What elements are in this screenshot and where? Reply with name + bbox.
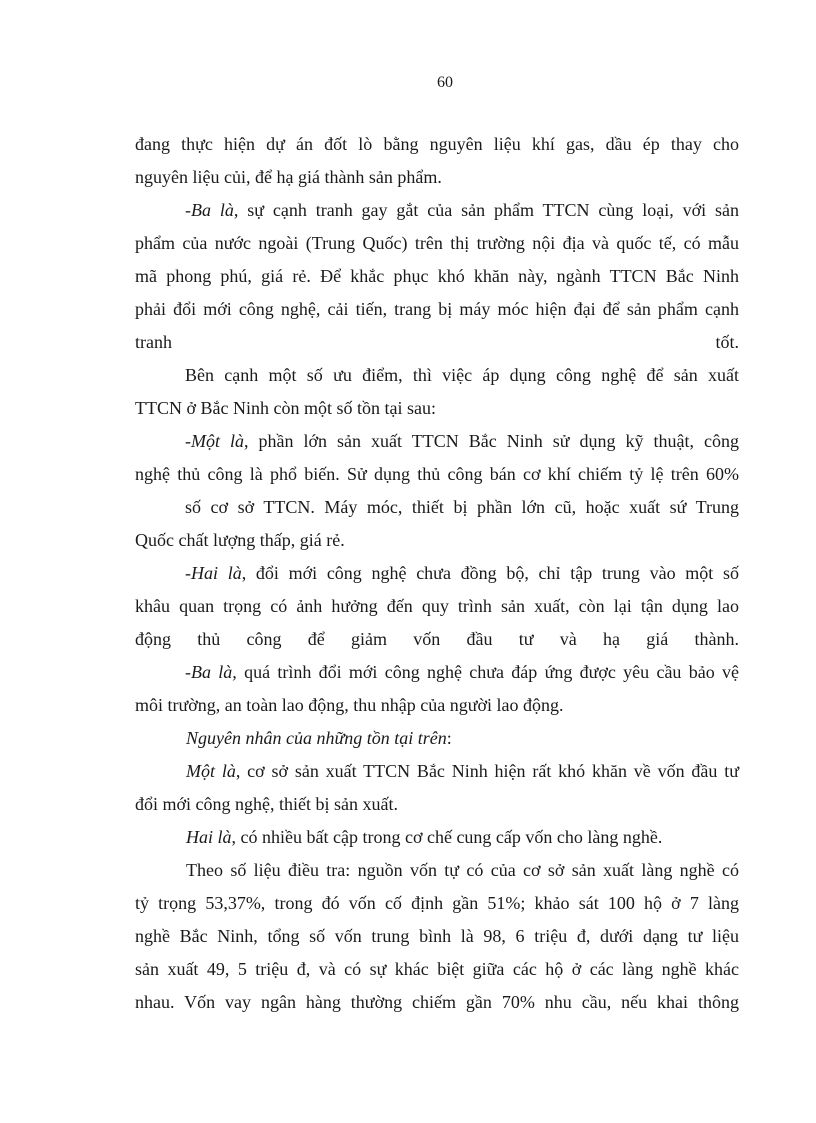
text-line: mã phong phú, giá rẻ. Để khắc phục khó khăn này, ngành TTCN Bắc Ninh (135, 266, 739, 286)
text-line: Bên cạnh một số ưu điểm, thì việc áp dụng công nghệ để sản xuất (185, 365, 739, 385)
text-line: -Một là, phần lớn sản xuất TTCN Bắc Ninh sử dụng kỹ thuật, công (185, 431, 739, 451)
text-line: phải đổi mới công nghệ, cải tiến, trang bị máy móc hiện đại để sản phẩm cạnh (135, 299, 739, 319)
text-line: -Ba là, sự cạnh tranh gay gắt của sản phẩm TTCN cùng loại, với sản (185, 200, 739, 220)
enumeration-lead: Một là (186, 761, 236, 781)
enumeration-lead: -Một là (185, 431, 244, 451)
text-line: nghệ thủ công là phổ biến. Sử dụng thủ công bán cơ khí chiếm tỷ lệ trên 60% (135, 464, 739, 484)
text-line: khâu quan trọng có ảnh hưởng đến quy trình sản xuất, còn lại tận dụng lao (135, 596, 739, 616)
text-line: Hai là, có nhiều bất cập trong cơ chế cung cấp vốn cho làng nghề. (186, 827, 663, 847)
text-line: đổi mới công nghệ, thiết bị sản xuất. (135, 794, 398, 814)
page-number: 60 (437, 74, 453, 91)
text-line: phẩm của nước ngoài (Trung Quốc) trên thị trường nội địa và quốc tế, có mẫu (135, 233, 739, 253)
text-line: số cơ sở TTCN. Máy móc, thiết bị phần lớn cũ, hoặc xuất sứ Trung (185, 497, 739, 517)
text-line: Một là, cơ sở sản xuất TTCN Bắc Ninh hiện rất khó khăn về vốn đầu tư (186, 761, 740, 781)
text-line: -Hai là, đổi mới công nghệ chưa đồng bộ, chỉ tập trung vào một số (185, 563, 739, 583)
enumeration-lead: Hai là (186, 827, 232, 847)
text-line: -Ba là, quá trình đổi mới công nghệ chưa đáp ứng được yêu cầu bảo vệ (185, 662, 739, 682)
text-line: nguyên liệu củi, để hạ giá thành sản phẩm. (135, 167, 442, 187)
text-line: Theo số liệu điều tra: nguồn vốn tự có của cơ sở sản xuất làng nghề có (186, 860, 739, 880)
enumeration-lead: -Hai là (185, 563, 242, 583)
enumeration-lead: -Ba là, (185, 662, 237, 682)
text-line: động thủ công để giảm vốn đầu tư và hạ giá thành. (135, 629, 739, 649)
enumeration-lead: -Ba là (185, 200, 234, 220)
text-line: môi trường, an toàn lao động, thu nhập của người lao động. (135, 695, 564, 715)
text-line: tỷ trọng 53,37%, trong đó vốn cố định gần 51%; khảo sát 100 hộ ở 7 làng (135, 893, 739, 913)
text-line: nghề Bắc Ninh, tổng số vốn trung bình là 98, 6 triệu đ, dưới dạng tư liệu (135, 926, 739, 946)
text-line: nhau. Vốn vay ngân hàng thường chiếm gần 70% nhu cầu, nếu khai thông (135, 992, 739, 1012)
text-line: TTCN ở Bắc Ninh còn một số tồn tại sau: (135, 398, 436, 418)
text-line: Quốc chất lượng thấp, giá rẻ. (135, 530, 345, 550)
text-line: tranh tốt. (135, 332, 739, 352)
text-line: đang thực hiện dự án đốt lò bằng nguyên liệu khí gas, dầu ép thay cho (135, 134, 739, 154)
section-heading: Nguyên nhân của những tồn tại trên: (186, 728, 452, 748)
text-line: sản xuất 49, 5 triệu đ, và có sự khác biệt giữa các hộ ở các làng nghề khác (135, 959, 739, 979)
